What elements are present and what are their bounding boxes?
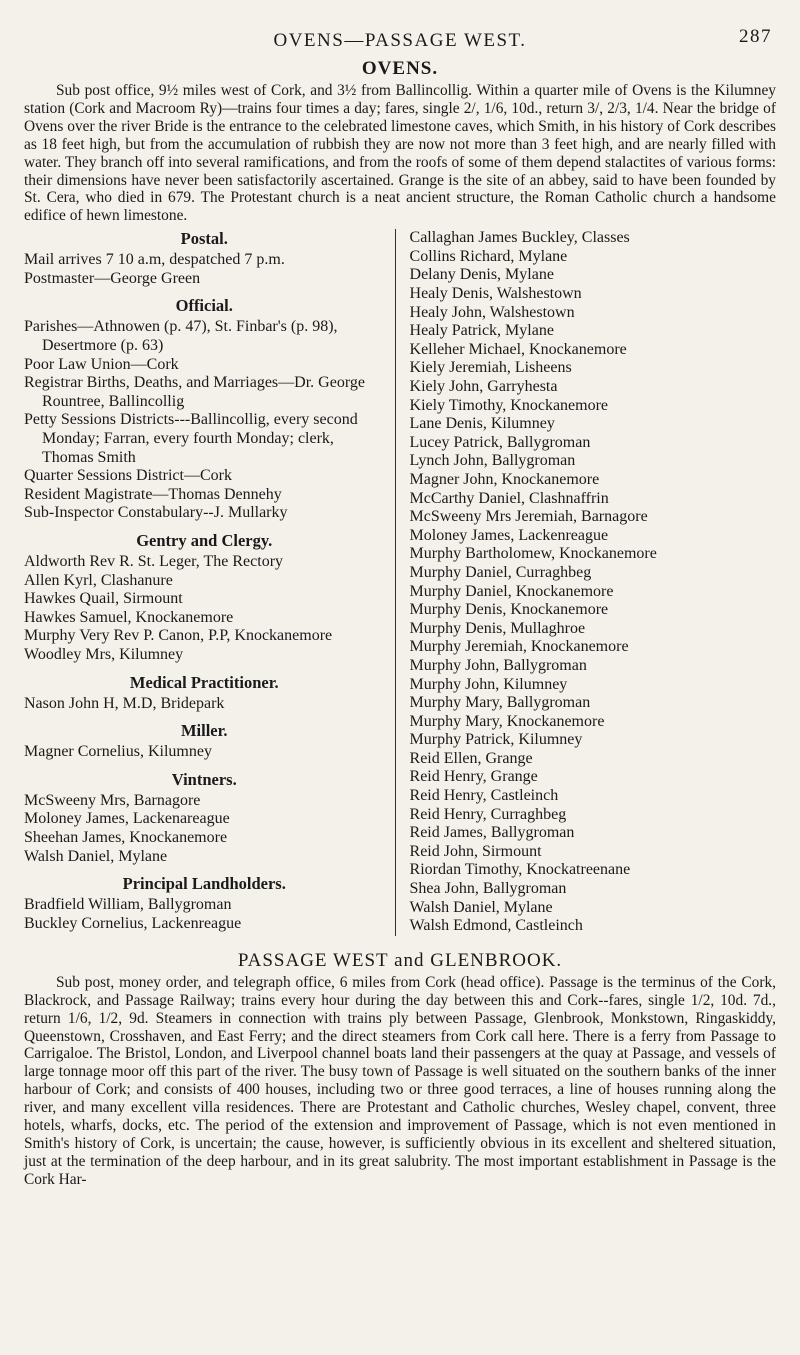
directory-entry: Hawkes Samuel, Knockanemore [24, 608, 234, 626]
landholder-entry: Murphy Jeremiah, Knockanemore [409, 638, 629, 656]
section-heading: Miller. [180, 721, 228, 741]
landholder-entry: Murphy Daniel, Knockanemore [409, 582, 614, 600]
section-heading: Medical Practitioner. [129, 672, 279, 692]
landholder-entry: Magner John, Knockanemore [409, 470, 600, 488]
directory-entry: Aldworth Rev R. St. Leger, The Rectory [24, 552, 284, 570]
landholder-entry: Delany Denis, Mylane [409, 266, 554, 284]
page-number: 287 [739, 26, 772, 47]
landholder-entry: Callaghan James Buckley, Classes [409, 229, 630, 247]
landholder-entry: Kiely John, Garryhesta [409, 378, 558, 395]
section-heading: Principal Landholders. [122, 874, 286, 894]
landholder-entry: Healy Patrick, Mylane [409, 322, 554, 340]
landholder-entry: Walsh Daniel, Mylane [409, 898, 553, 916]
directory-entry: Allen Kyrl, Clashanure [24, 571, 173, 589]
landholder-entry: McSweeny Mrs Jeremiah, Barnagore [409, 508, 648, 526]
directory-entry: Resident Magistrate—Thomas Dennehy [24, 485, 282, 503]
landholder-entry: Murphy John, Kilumney [409, 675, 568, 693]
running-head-title: OVENS—PASSAGE WEST. [273, 30, 527, 51]
landholder-entry: Reid Henry, Curraghbeg [409, 805, 567, 823]
directory-entry: Hawkes Quail, Sirmount [24, 590, 183, 608]
section-heading: Postal. [180, 229, 228, 249]
section-heading: Official. [175, 296, 233, 316]
directory-entry: Registrar Births, Deaths, and Marriages—Dr. George Rountree, Ballincollig [24, 374, 365, 410]
left-column [24, 229, 395, 936]
landholder-entry: Reid John, Sirmount [409, 842, 542, 860]
landholder-entry: Kelleher Michael, Knockanemore [409, 340, 627, 358]
landholder-entry: Kiely Timothy, Knockanemore [409, 396, 609, 414]
section-heading: Vintners. [171, 769, 237, 789]
directory-entry: Woodley Mrs, Kilumney [24, 645, 184, 663]
landholder-entry: Murphy Mary, Ballygroman [409, 694, 591, 712]
passage-west-title: PASSAGE WEST and GLENBROOK. [237, 949, 563, 971]
directory-entry: Parishes—Athnowen (p. 47), St. Finbar's (p. 98), Desertmore (p. 63) [24, 318, 338, 355]
landholder-entry: Collins Richard, Mylane [409, 247, 568, 265]
passage-west-description: Sub post, money order, and telegraph office, 6 miles from Cork (head office). Passage is the terminus of the Cork, Blackrock, and Passage Railway; trains every hour during the day between this and Cork--fares, single 1/2, 10d. 7d., return 1/6, 1/2, 9d. Steamers in connection with trains ply between Passage, Glenbrook, Monkstown, Ringaskiddy, Queenstown, Crosshaven, and East Ferry; and the direct steamers from Cork call here. There is a ferry from Passage to Carrigaloe. The Bristol, London, and Liverpool channel boats land their passengers at the quay at Passage, and vessels of large tonnage moor off this part of the river. The busy town of Passage is well situated on the southern banks of the inner harbour of Cork; and consists of 400 houses, including two or three good terraces, a line of houses running along the river, and many excellent villa residences. There are Protestant and Catholic churches, Wesley chapel, convent, three hotels, wharfs, docks, etc. The period of the extension and improvement of Passage, which is not even mentioned in Smith's history of Cork, is uncertain; the cause, however, is sufficiently obvious in its excellent and sheltered situation, just at the termination of the deep harbour, and in its great salubrity. The most important establishment in Passage is the Cork Har- [24, 973, 776, 1188]
directory-entry: McSweeny Mrs, Barnagore [24, 791, 201, 809]
landholder-entry: Murphy Mary, Knockanemore [409, 712, 605, 730]
landholder-entry: Murphy Denis, Mullaghroe [409, 619, 586, 637]
landholder-entry: Healy Denis, Walshestown [409, 285, 582, 303]
landholder-entry: Moloney James, Lackenreague [409, 526, 609, 544]
landholder-entry: Murphy Denis, Knockanemore [409, 601, 609, 619]
landholder-entry: Reid Ellen, Grange [409, 749, 533, 767]
landholder-entry: McCarthy Daniel, Clashnaffrin [409, 489, 609, 507]
directory-entry: Walsh Daniel, Mylane [24, 847, 168, 865]
directory-entry: Postmaster—George Green [24, 269, 201, 287]
ovens-description: Sub post office, 9½ miles west of Cork, and 3½ from Ballincollig. Within a quarter mile of Ovens is the Kilumney station (Cork and Macroom Ry)—trains four times a day; fares, single 2/, 1/6, 10d., return 3/, 2/3, 1/4. Near the bridge of Ovens over the river Bride is the entrance to the celebrated limestone caves, which Smith, in his history of Cork describes as 18 feet high, but from the accumulation of rubbish they are now not more than 3 feet high, and are nearly filled with water. They branch off into several ramifications, and from the roofs of some of them depend stalactites of various forms: their dimensions have never been satisfactorily ascertained. Grange is the site of an abbey, said to have been founded by St. Cera, who died in 679. The Protestant church is a neat ancient structure, the Roman Catholic church a handsome edifice of hewn limestone. [24, 82, 776, 225]
landholder-entry: Murphy John, Ballygroman [409, 656, 587, 674]
directory-entry: Poor Law Union—Cork [24, 355, 179, 373]
directory-entry: Moloney James, Lackenareague [24, 810, 230, 828]
landholder-entry: Reid James, Ballygroman [409, 824, 575, 842]
landholder-entry: Healy John, Walshestown [409, 303, 575, 321]
landholder-entry: Walsh Edmond, Castleinch [409, 917, 583, 935]
right-column [395, 229, 776, 936]
directory-entry: Quarter Sessions District—Cork [24, 467, 232, 485]
landholder-entry: Shea John, Ballygroman [409, 880, 567, 898]
directory-entry: Petty Sessions Districts---Ballincollig, every second Monday; Farran, every fourth Monday; clerk, Thomas Smith [24, 411, 358, 466]
landholder-entry: Kiely Jeremiah, Lisheens [409, 359, 572, 377]
ovens-directory [24, 229, 776, 936]
section-heading: Gentry and Clergy. [136, 530, 273, 550]
landholder-entry: Lane Denis, Kilumney [409, 415, 555, 433]
landholder-entry: Reid Henry, Castleinch [409, 787, 559, 805]
landholder-entry: Murphy Bartholomew, Knockanemore [409, 545, 657, 563]
directory-entry: Nason John H, M.D, Bridepark [24, 694, 225, 712]
directory-entry: Sub-Inspector Constabulary--J. Mullarky [24, 504, 288, 522]
landholder-entry: Lynch John, Ballygroman [409, 452, 576, 470]
directory-entry: Magner Cornelius, Kilumney [24, 743, 212, 761]
running-head [24, 26, 776, 56]
directory-entry: Mail arrives 7 10 a.m, despatched 7 p.m. [24, 251, 285, 269]
landholder-entry: Riordan Timothy, Knockatreenane [409, 861, 631, 879]
page [24, 26, 776, 1189]
landholder-entry: Lucey Patrick, Ballygroman [409, 433, 591, 451]
directory-entry: Bradfield William, Ballygroman [24, 896, 232, 914]
directory-entry: Sheehan James, Knockanemore [24, 828, 228, 846]
landholder-entry: Reid Henry, Grange [409, 768, 538, 786]
directory-entry: Murphy Very Rev P. Canon, P.P, Knockanemore [24, 627, 333, 645]
landholder-entry: Murphy Daniel, Curraghbeg [409, 563, 592, 581]
landholder-entry: Murphy Patrick, Kilumney [409, 731, 583, 749]
directory-entry: Buckley Cornelius, Lackenreague [24, 914, 242, 932]
ovens-title: OVENS. [361, 58, 439, 79]
